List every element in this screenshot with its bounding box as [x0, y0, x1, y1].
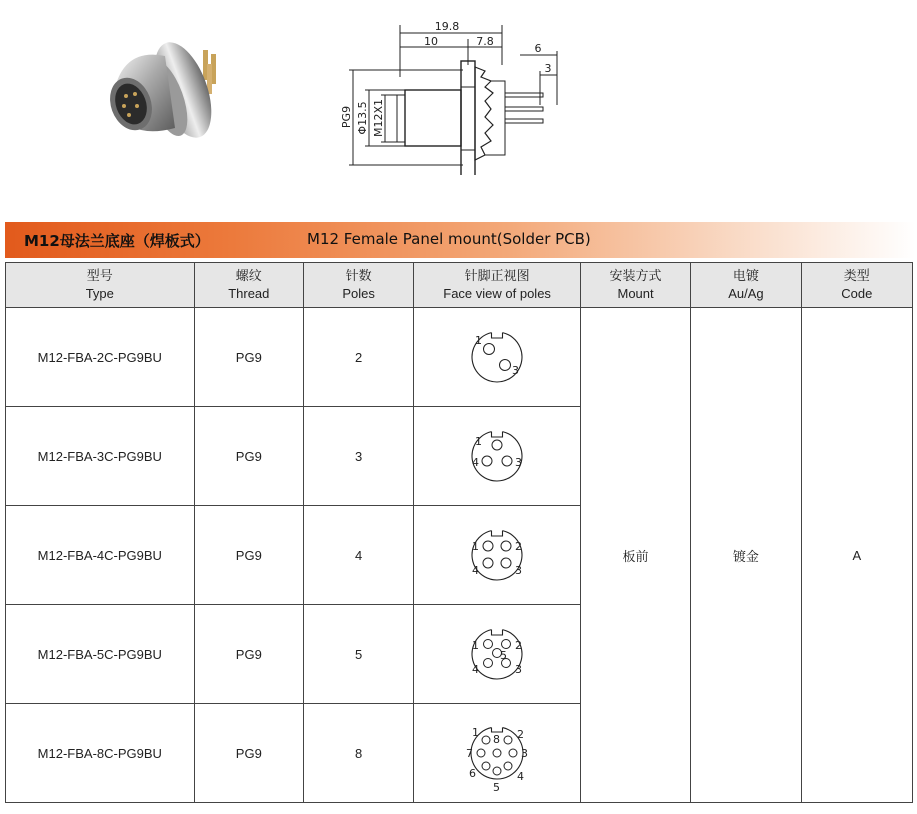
- cell-thread: PG9: [194, 506, 303, 605]
- cell-face-view: [414, 605, 581, 704]
- cell-plating: 镀金: [691, 308, 801, 803]
- cell-poles: 3: [303, 407, 413, 506]
- pin-label: 1: [472, 638, 480, 652]
- cell-poles: 4: [303, 506, 413, 605]
- title-banner: [5, 222, 915, 258]
- pin-label: 3: [515, 662, 523, 676]
- header-thread: 螺纹 Thread: [194, 263, 303, 308]
- pin-label: 4: [472, 455, 480, 469]
- cell-code: A: [801, 308, 912, 803]
- cell-type: M12-FBA-3C-PG9BU: [6, 407, 195, 506]
- pin-label: 5: [493, 780, 501, 794]
- cell-poles: 2: [303, 308, 413, 407]
- pin-label: 1: [475, 434, 483, 448]
- pin-face-8: [447, 710, 547, 794]
- pin-face-5: [447, 613, 547, 693]
- pin-label: 3: [515, 563, 523, 577]
- cell-face-view: [414, 506, 581, 605]
- dim-body-length: 10: [424, 35, 438, 48]
- cell-type: M12-FBA-2C-PG9BU: [6, 308, 195, 407]
- dim-diameter: Φ13.5: [356, 101, 369, 135]
- pin-label: 1: [472, 539, 480, 553]
- cell-thread: PG9: [194, 407, 303, 506]
- table-row: [6, 308, 913, 407]
- banner-title-cn: M12母法兰底座（焊板式）: [24, 232, 210, 250]
- pin-label: 1: [472, 725, 480, 739]
- pin-label: 3: [515, 455, 523, 469]
- pin-label: 4: [517, 769, 525, 783]
- pin-label: 2: [515, 539, 523, 553]
- cell-face-view: [414, 704, 581, 803]
- cell-type: M12-FBA-8C-PG9BU: [6, 704, 195, 803]
- cell-poles: 8: [303, 704, 413, 803]
- pin-face-3: [447, 415, 547, 495]
- pin-label: 5: [500, 648, 508, 662]
- pin-label: 2: [515, 638, 523, 652]
- cell-face-view: [414, 407, 581, 506]
- spec-table: [5, 262, 913, 803]
- cell-thread: PG9: [194, 704, 303, 803]
- dim-thread: PG9: [340, 105, 353, 129]
- pin-face-2: [447, 316, 547, 396]
- header-plating: 电镀 Au/Ag: [691, 263, 801, 308]
- dim-pin-offset: 3: [544, 62, 552, 75]
- cell-poles: 5: [303, 605, 413, 704]
- header-type: 型号 Type: [6, 263, 195, 308]
- cell-type: M12-FBA-5C-PG9BU: [6, 605, 195, 704]
- header-poles: 针数 Poles: [303, 263, 413, 308]
- dim-inner-thread: M12X1: [372, 98, 385, 138]
- banner-title-en: M12 Female Panel mount(Solder PCB): [307, 230, 591, 248]
- connector-photo: [105, 28, 235, 163]
- cell-thread: PG9: [194, 605, 303, 704]
- pin-label: 6: [469, 766, 477, 780]
- pin-label: 1: [475, 333, 483, 347]
- cell-type: M12-FBA-4C-PG9BU: [6, 506, 195, 605]
- pin-label: 3: [512, 363, 520, 377]
- cell-face-view: [414, 308, 581, 407]
- header-face-view: 针脚正视图 Face view of poles: [414, 263, 581, 308]
- cell-mount: 板前: [580, 308, 690, 803]
- pin-label: 8: [493, 732, 501, 746]
- table-header-row: [6, 263, 913, 308]
- cell-thread: PG9: [194, 308, 303, 407]
- dim-rear-length: 7.8: [476, 35, 494, 48]
- dim-pin-length: 6: [534, 42, 542, 55]
- dim-overall-length: 19.8: [434, 20, 460, 33]
- pin-label: 4: [472, 662, 480, 676]
- pin-label: 7: [466, 746, 474, 760]
- dimension-drawing: [335, 15, 570, 175]
- pin-face-4: [447, 514, 547, 594]
- pin-label: 4: [472, 563, 480, 577]
- header-mount: 安装方式 Mount: [580, 263, 690, 308]
- pin-label: 2: [517, 727, 525, 741]
- header-code: 类型 Code: [801, 263, 912, 308]
- pin-label: 3: [521, 746, 529, 760]
